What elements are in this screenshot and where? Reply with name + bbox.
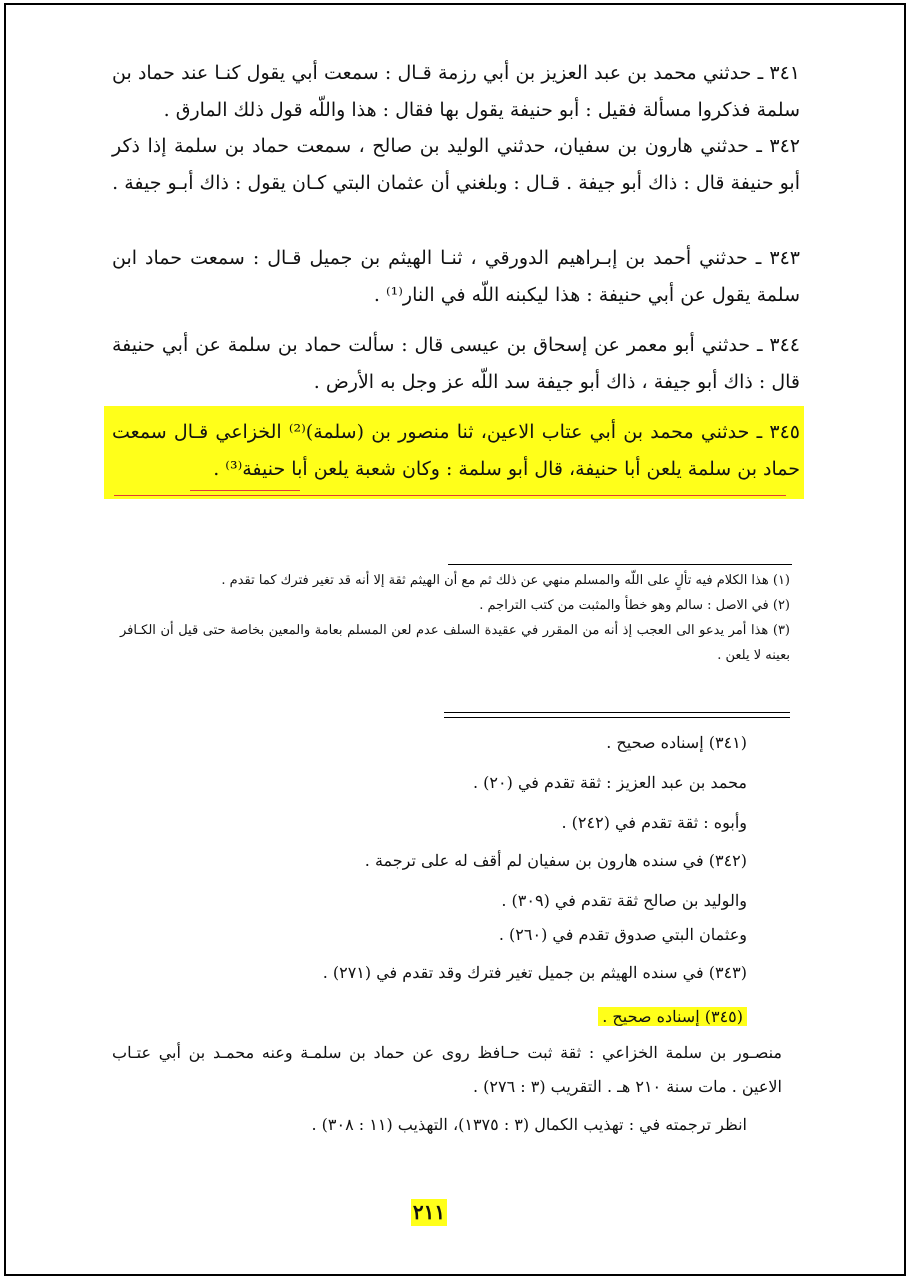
commentary-343: (٣٤٣) في سنده الهيثم بن جميل تغير فترك وقد تقدم في (٢٧١) . (322, 963, 747, 982)
commentary-342: (٣٤٢) في سنده هارون بن سفيان لم أقف له على ترجمة . (364, 851, 747, 870)
red-underline-short (190, 490, 300, 491)
commentary-references: انظر ترجمته في : تهذيب الكمال (٣ : ١٣٧٥)، التهذيب (١١ : ٣٠٨) . (311, 1115, 747, 1134)
commentary-narrator-bio: منصـور بن سلمة الخزاعي : ثقة ثبت حـافظ روى عن حماد بن سلمـة وعنه محمـد بن أبي عتـاب الاعين . مات سنة ٢١٠ هـ . التقريب (٣ : ٢٧٦) . (112, 1043, 783, 1096)
commentary-line: وأبوه : ثقة تقدم في (٢٤٢) . (561, 813, 747, 832)
commentary-line: والوليد بن صالح ثقة تقدم في (٣٠٩) . (501, 891, 747, 910)
narration-342: ٣٤٢ ـ حدثني هارون بن سفيان، حدثني الوليد بن صالح ، سمعت حماد بن سلمة إذا ذكر أبو حنيفة قال : ذاك أبو جيفة . قـال : وبلغني أن عثمان البتي كـان يقول : ذاك أبـو جيفة . (112, 135, 800, 194)
narration-345: ٣٤٥ ـ حدثني محمد بن أبي عتاب الاعين، ثنا منصور بن (سلمة)⁽²⁾ الخزاعي قـال سمعت حماد بن سلمة يلعن أبا حنيفة، قال أبو سلمة : وكان شعبة يلعن أبا حنيفة⁽³⁾ . (112, 421, 800, 480)
commentary-345-highlight: (٣٤٥) إسناده صحيح . (598, 1007, 747, 1026)
narration-344: ٣٤٤ ـ حدثني أبو معمر عن إسحاق بن عيسى قال : سألت حماد بن سلمة عن أبي حنيفة قال : ذاك أبو جيفة ، ذاك أبو جيفة سد اللّه عز وجل به الأرض . (112, 334, 800, 393)
narration-343: ٣٤٣ ـ حدثني أحمد بن إبـراهيم الدورقي ، ثنـا الهيثم بن جميل قـال : سمعت حماد ابن سلمة يقول عن أبي حنيفة : هذا ليكبنه اللّه في النار⁽¹⁾ . (112, 247, 800, 306)
red-underline (114, 495, 786, 496)
commentary-345 (598, 1002, 747, 1032)
footnote-1: (١) هذا الكلام فيه تألٍ على اللّه والمسلم منهي عن ذلك ثم مع أن الهيثم ثقة إلا أنه قد تغير فترك كما تقدم . (221, 573, 790, 588)
commentary-line: وعثمان البتي صدوق تقدم في (٢٦٠) . (498, 925, 747, 944)
commentary-double-rule (444, 712, 790, 718)
footnote-rule (448, 564, 792, 565)
page-number: ٢١١ (412, 1200, 446, 1224)
footnote-2: (٢) في الاصل : سالم وهو خطأ والمثبت من كتب التراجم . (479, 598, 790, 613)
commentary-line: محمد بن عبد العزيز : ثقة تقدم في (٢٠) . (473, 773, 747, 792)
commentary-341: (٣٤١) إسناده صحيح . (606, 733, 747, 752)
footnotes (120, 568, 790, 668)
narration-341: ٣٤١ ـ حدثني محمد بن عبد العزيز بن أبي رزمة قـال : سمعت أبي يقول كنـا عند حماد بن سلمة فذكروا مسألة فقيل : أبو حنيفة يقول بها فقال : هذا واللّه قول ذلك المارق . (112, 62, 800, 121)
footnote-3: (٣) هذا أمر يدعو الى العجب إذ أنه من المقرر في عقيدة السلف عدم لعن المسلم بعامة والمعين بخاصة حتى قيل أن الكـافر بعينه لا يلعن . (120, 623, 790, 663)
